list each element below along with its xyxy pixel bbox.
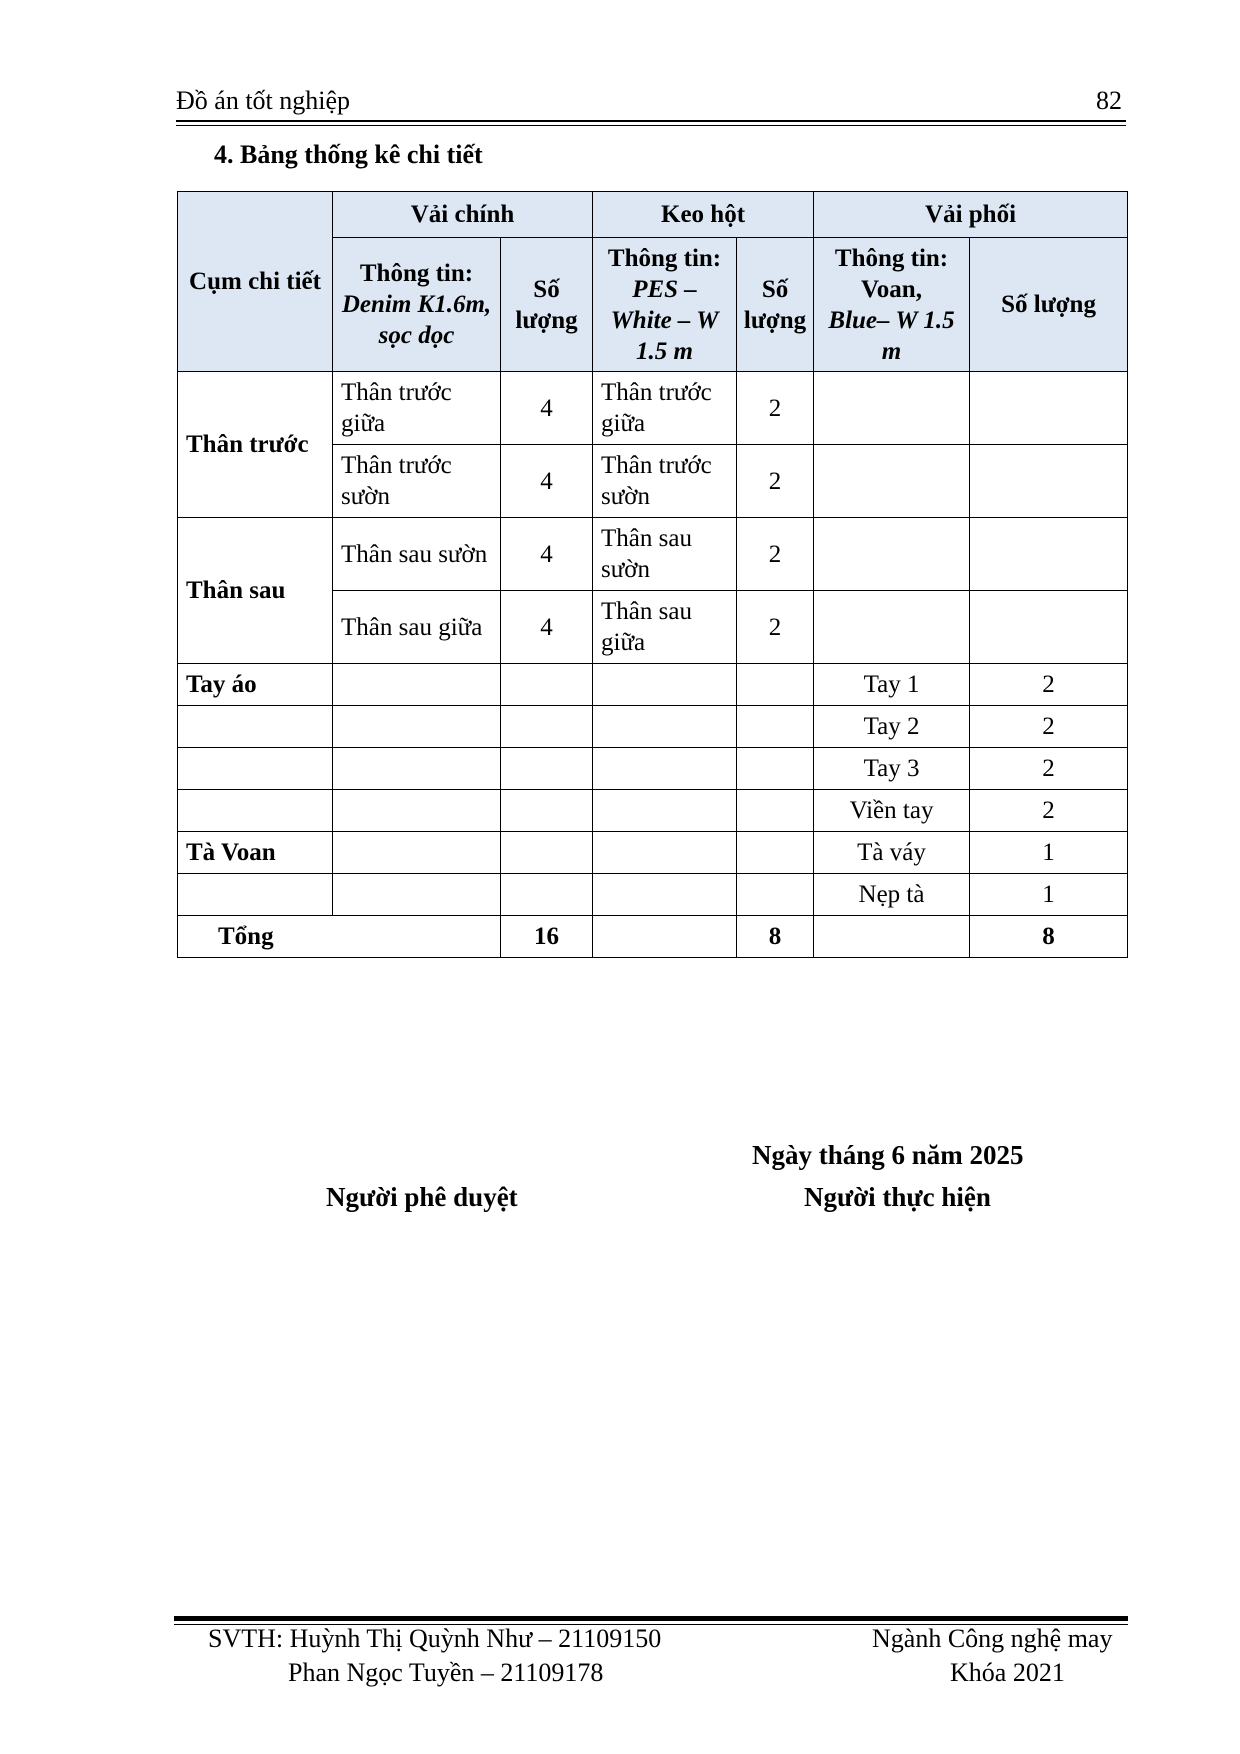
vc-info-label: Thông tin: (359, 260, 474, 287)
section-title: 4. Bảng thống kê chi tiết (214, 140, 483, 169)
vc-part: Thân trước sườn (333, 445, 501, 518)
header-vai-chinh: Vải chính (333, 192, 593, 238)
header-rule (176, 125, 1126, 126)
vp-qty-empty (970, 518, 1128, 591)
performer-label: Người thực hiện (804, 1182, 991, 1212)
vp-part: Viền tay (814, 790, 970, 832)
table-row (178, 372, 1128, 445)
header-kh-info (593, 238, 737, 372)
total-vai-chinh: 16 (501, 916, 593, 958)
header-kh-qty: Số lượng (737, 238, 814, 372)
total-row (178, 916, 1128, 958)
vc-info-value: Denim K1.6m, sọc dọc (341, 291, 492, 349)
group-ta-voan: Tà Voan (178, 832, 333, 874)
total-keo-hot: 8 (737, 916, 814, 958)
kh-part: Thân trước sườn (593, 445, 737, 518)
kh-qty: 2 (737, 445, 814, 518)
vp-part: Tay 3 (814, 748, 970, 790)
kh-part: Thân sau giữa (593, 591, 737, 664)
header-title: Đồ án tốt nghiệp (176, 86, 351, 115)
vp-part-empty (814, 591, 970, 664)
approver-label: Người phê duyệt (326, 1182, 518, 1212)
vp-part-empty (814, 372, 970, 445)
page-number: 82 (1096, 86, 1122, 115)
vp-qty-empty (970, 445, 1128, 518)
table-row (178, 790, 1128, 832)
kh-info-label: Thông tin: (607, 244, 722, 272)
footer-svth: SVTH: Huỳnh Thị Quỳnh Như – 21109150 (208, 1624, 662, 1653)
detail-table (177, 191, 1128, 958)
kh-qty: 2 (737, 591, 814, 664)
table-row (178, 748, 1128, 790)
page-header (176, 84, 1126, 122)
kh-qty: 2 (737, 372, 814, 445)
kh-qty: 2 (737, 518, 814, 591)
table-row (178, 518, 1128, 591)
total-label: Tổng (178, 916, 501, 958)
table-row (178, 874, 1128, 916)
header-vc-qty: Số lượng (501, 238, 593, 372)
vp-part-empty (814, 445, 970, 518)
vp-qty: 2 (970, 706, 1128, 748)
vp-info-label: Thông tin: Voan, (834, 244, 949, 303)
footer-course: Khóa 2021 (950, 1658, 1065, 1687)
header-vai-phoi: Vải phối (814, 192, 1128, 238)
vp-part: Tay 1 (814, 664, 970, 706)
vp-qty: 2 (970, 790, 1128, 832)
vc-qty: 4 (501, 591, 593, 664)
vp-qty: 2 (970, 664, 1128, 706)
header-vp-info (814, 238, 970, 372)
vc-qty: 4 (501, 518, 593, 591)
vp-part-empty (814, 518, 970, 591)
group-tay-ao: Tay áo (178, 664, 333, 706)
table-row (178, 664, 1128, 706)
vc-qty: 4 (501, 445, 593, 518)
vp-qty: 2 (970, 748, 1128, 790)
vc-qty: 4 (501, 372, 593, 445)
total-vai-phoi: 8 (970, 916, 1128, 958)
table-row (178, 706, 1128, 748)
footer-second-student: Phan Ngọc Tuyền – 21109178 (288, 1658, 604, 1687)
vp-part: Nẹp tà (814, 874, 970, 916)
header-vc-info (333, 238, 501, 372)
header-vp-qty: Số lượng (970, 238, 1128, 372)
group-than-sau: Thân sau (178, 518, 333, 664)
kh-part: Thân trước giữa (593, 372, 737, 445)
vp-info-value: Blue– W 1.5 m (828, 306, 955, 365)
vp-qty-empty (970, 372, 1128, 445)
header-keo-hot: Keo hột (593, 192, 814, 238)
vp-part: Tay 2 (814, 706, 970, 748)
kh-part: Thân sau sườn (593, 518, 737, 591)
signature-date: Ngày tháng 6 năm 2025 (752, 1140, 1024, 1170)
vp-qty: 1 (970, 832, 1128, 874)
group-than-truoc: Thân trước (178, 372, 333, 518)
vc-part: Thân sau giữa (333, 591, 501, 664)
table-row (178, 832, 1128, 874)
footer-rule (174, 1616, 1128, 1621)
vp-qty: 1 (970, 874, 1128, 916)
vc-part: Thân sau sườn (333, 518, 501, 591)
vp-qty-empty (970, 591, 1128, 664)
vc-part: Thân trước giữa (333, 372, 501, 445)
header-cum-chi-tiet: Cụm chi tiết (178, 192, 333, 372)
vp-part: Tà váy (814, 832, 970, 874)
footer-major: Ngành Công nghệ may (872, 1624, 1113, 1653)
kh-info-value: PES – White – W 1.5 m (610, 275, 719, 365)
